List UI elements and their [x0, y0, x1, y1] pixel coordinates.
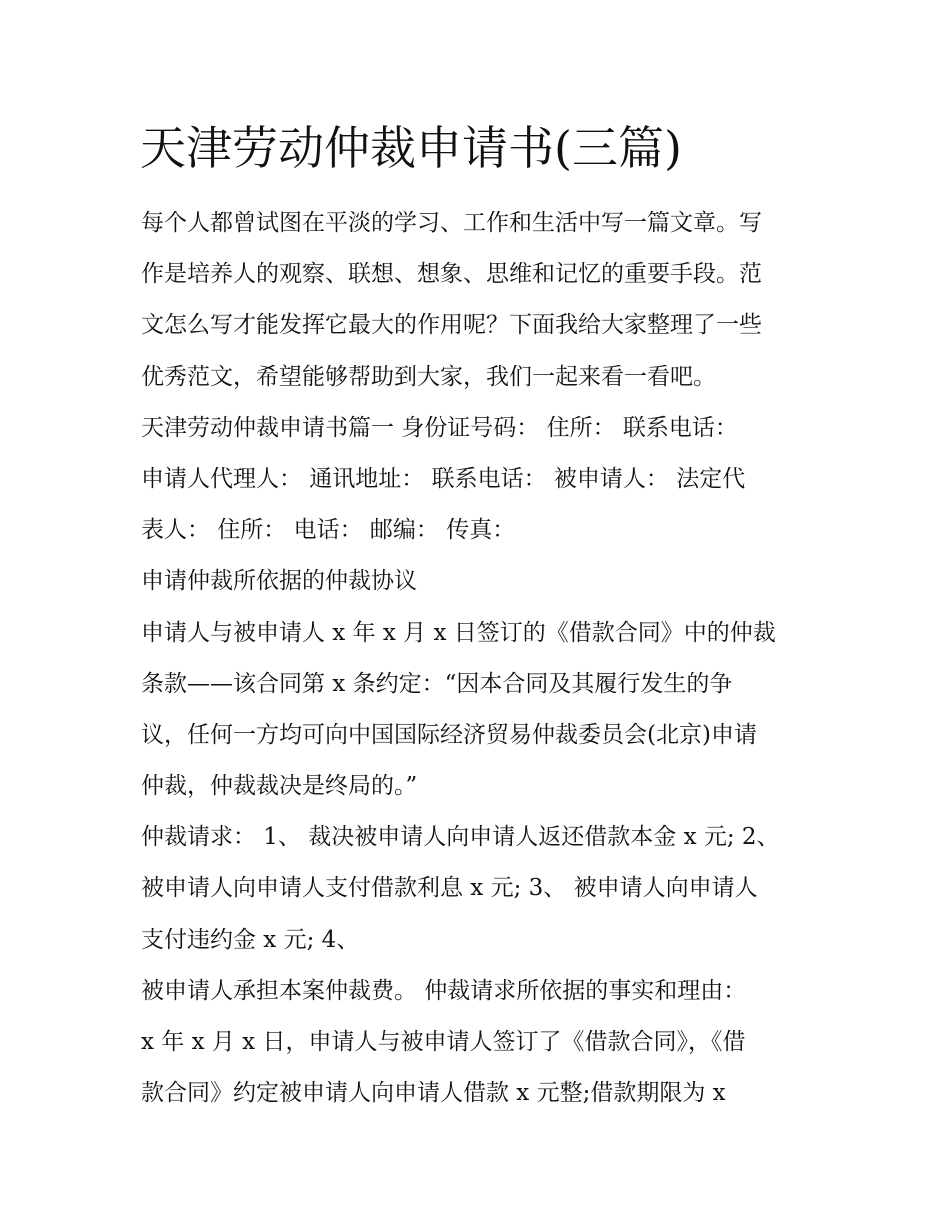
text-line: 每个人都曾试图在平淡的学习、工作和生活中写一篇文章。写: [141, 210, 762, 236]
text-line: 天津劳动仲裁申请书篇一 身份证号码： 住所： 联系电话：: [141, 414, 738, 441]
text-line: 被申请人向申请人支付借款利息 x 元; 3、 被申请人向申请人: [141, 875, 758, 902]
text-line: 申请人与被申请人 x 年 x 月 x 日签订的《借款合同》中的仲裁: [141, 619, 776, 646]
text-line: 仲裁，仲裁裁决是终局的。”: [141, 773, 418, 800]
text-line: 被申请人承担本案仲裁费。 仲裁请求所依据的事实和理由：: [141, 977, 747, 1004]
text-line: 条款——该合同第 x 条约定：“因本合同及其履行发生的争: [141, 670, 733, 697]
text-line: 文怎么写才能发挥它最大的作用呢？下面我给大家整理了一些: [141, 312, 762, 339]
text-line: 表人： 住所： 电话： 邮编： 传真：: [141, 517, 516, 544]
text-line: 议，任何一方均可向中国国际经济贸易仲裁委员会(北京)申请: [141, 721, 757, 748]
document-title: 天津劳动仲裁申请书(三篇): [140, 121, 682, 175]
text-line: 仲裁请求： 1、 裁决被申请人向申请人返还借款本金 x 元; 2、: [141, 824, 780, 851]
text-line: 申请人代理人： 通讯地址： 联系电话： 被申请人： 法定代: [141, 465, 746, 492]
section-heading: 申请仲裁所依据的仲裁协议: [141, 568, 417, 595]
text-line: 作是培养人的观察、联想、想象、思维和记忆的重要手段。范: [141, 261, 762, 288]
text-line: 优秀范文，希望能够帮助到大家，我们一起来看一看吧。: [141, 363, 716, 390]
text-line: 款合同》约定被申请人向申请人借款 x 元整;借款期限为 x: [141, 1080, 726, 1107]
document-body: [141, 203, 841, 1124]
text-line: 支付违约金 x 元; 4、: [141, 926, 360, 953]
text-line: x 年 x 月 x 日，申请人与被申请人签订了《借款合同》，《借: [141, 1029, 746, 1055]
